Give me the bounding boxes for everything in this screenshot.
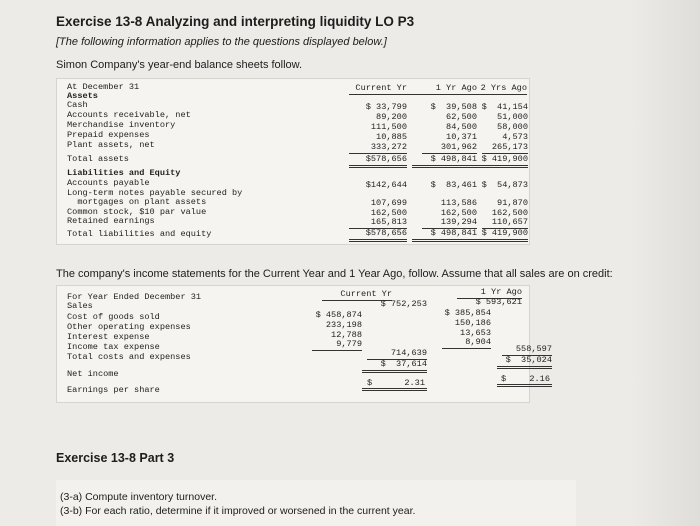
cell-cy: $142,644 — [365, 180, 407, 190]
cell-2y: 110,657 — [482, 217, 528, 229]
cell-cy: 89,200 — [376, 112, 407, 122]
eps-cy-currency: $ — [367, 378, 373, 388]
sales-1y: $ 593,621 — [475, 297, 522, 307]
col-1yr-ago: 1 Yr Ago — [435, 83, 477, 93]
balance-intro: Simon Company's year-end balance sheets follow. — [56, 59, 303, 71]
total-le-label: Total liabilities and equity — [67, 229, 212, 239]
page-shadow — [630, 0, 700, 526]
row-label: Interest expense — [67, 332, 150, 342]
net-income-label: Net income — [67, 369, 119, 379]
total-costs-1y: 558,597 — [502, 344, 552, 356]
sales-label: Sales — [67, 301, 93, 311]
cell-2y: 162,500 — [491, 208, 528, 218]
row-label: Cost of goods sold — [67, 312, 160, 322]
row-label: Accounts receivable, net — [67, 110, 191, 120]
eps-cy: 2.31 — [404, 378, 425, 388]
sales-cy: $ 752,253 — [380, 299, 427, 309]
cell-1y: $ 83,461 — [430, 180, 477, 190]
cell-1y: 8,904 — [442, 337, 491, 349]
row-label: Merchandise inventory — [67, 120, 176, 130]
cell-1y: $ 385,854 — [444, 308, 491, 318]
cell-1y: $ 39,508 — [430, 102, 477, 112]
row-label: mortgages on plant assets — [67, 197, 207, 207]
row-label: Common stock, $10 par value — [67, 207, 207, 217]
row-label: Accounts payable — [67, 178, 150, 188]
cell-1y: 113,586 — [440, 198, 477, 208]
eps-1y: 2.16 — [529, 374, 550, 384]
row-label: Retained earnings — [67, 216, 155, 226]
header-rule — [349, 94, 527, 95]
total-costs-cy: 714,639 — [367, 348, 427, 360]
cell-1y: 139,294 — [422, 217, 477, 229]
cell-2y: $ 54,873 — [481, 180, 528, 190]
net-income-1y: $ 35,024 — [497, 355, 552, 369]
cell-2y: 265,173 — [482, 142, 528, 154]
cell-1y: 62,500 — [446, 112, 477, 122]
total-le-1y: $ 498,841 — [412, 228, 477, 242]
row-label: Long-term notes payable secured by — [67, 188, 243, 198]
cell-2y: 58,000 — [497, 122, 528, 132]
cell-2y: 91,870 — [497, 198, 528, 208]
income-statement-table — [56, 285, 552, 403]
question-box — [56, 480, 576, 526]
cell-1y: 301,962 — [422, 142, 477, 154]
total-assets-2y: $ 419,900 — [477, 154, 528, 168]
total-assets-label: Total assets — [67, 154, 129, 164]
total-assets-1y: $ 498,841 — [412, 154, 477, 168]
cell-cy: 12,788 — [331, 330, 362, 340]
total-costs-label: Total costs and expenses — [67, 352, 191, 362]
info-note: [The following information applies to the questions displayed below.] — [56, 36, 387, 48]
cell-2y: 4,573 — [502, 132, 528, 142]
cell-2y: 51,000 — [497, 112, 528, 122]
col-2yrs-ago: 2 Yrs Ago — [480, 83, 527, 93]
date-label: At December 31 — [67, 82, 140, 92]
cell-cy: $ 33,799 — [365, 102, 407, 112]
cell-1y: 10,371 — [446, 132, 477, 142]
cell-cy: 333,272 — [349, 142, 407, 154]
cell-1y: 84,500 — [446, 122, 477, 132]
row-label: Income tax expense — [67, 342, 160, 352]
assets-heading: Assets — [67, 91, 98, 101]
eps-label: Earnings per share — [67, 385, 160, 395]
total-le-cy: $578,656 — [349, 228, 407, 242]
total-le-2y: $ 419,900 — [477, 228, 528, 242]
cell-cy: 107,699 — [370, 198, 407, 208]
net-income-cy: $ 37,614 — [362, 359, 427, 373]
eps-cy-box — [362, 378, 427, 391]
col-1yr-ago: 1 Yr Ago — [457, 287, 522, 299]
cell-cy: $ 458,874 — [315, 310, 362, 320]
cell-1y: 162,500 — [440, 208, 477, 218]
cell-1y: 150,186 — [454, 318, 491, 328]
cell-2y: $ 41,154 — [481, 102, 528, 112]
income-intro: The company's income statements for the Current Year and 1 Year Ago, follow. Assume that all sales are on credit: — [56, 268, 613, 280]
liabilities-heading: Liabilities and Equity — [67, 168, 181, 178]
balance-sheet-table — [56, 78, 530, 245]
col-current-yr: Current Yr — [355, 83, 407, 93]
cell-cy: 111,500 — [370, 122, 407, 132]
row-label: Prepaid expenses — [67, 130, 150, 140]
row-label: Plant assets, net — [67, 140, 155, 150]
part-heading: Exercise 13-8 Part 3 — [56, 451, 175, 465]
cell-cy: 10,885 — [376, 132, 407, 142]
question-3a: (3-a) Compute inventory turnover. — [60, 491, 217, 503]
eps-1y-currency: $ — [501, 374, 507, 384]
cell-cy: 165,813 — [349, 217, 407, 229]
cell-cy: 162,500 — [370, 208, 407, 218]
total-assets-cy: $578,656 — [349, 154, 407, 168]
row-label: Cash — [67, 100, 88, 110]
cell-1y: 13,653 — [460, 328, 491, 338]
eps-1y-box — [497, 374, 552, 387]
row-label: Other operating expenses — [67, 322, 191, 332]
question-3b: (3-b) For each ratio, determine if it improved or worsened in the current year. — [60, 505, 416, 517]
col-current-yr: Current Yr — [322, 289, 392, 301]
cell-cy: 9,779 — [312, 339, 362, 351]
cell-cy: 233,198 — [325, 320, 362, 330]
period-label: For Year Ended December 31 — [67, 292, 202, 302]
exercise-title: Exercise 13-8 Analyzing and interpreting liquidity LO P3 — [56, 14, 415, 29]
